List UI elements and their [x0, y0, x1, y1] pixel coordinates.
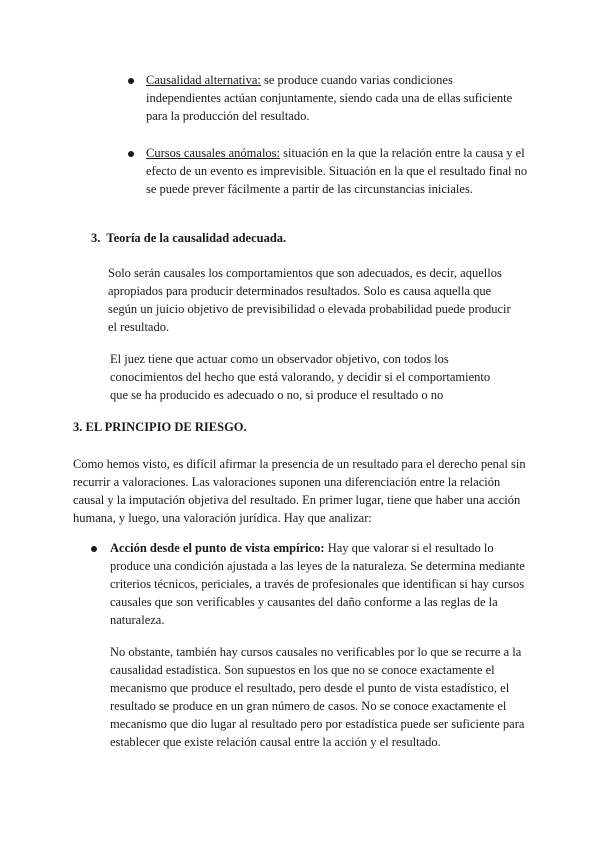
text-causalidad-alternativa: se produce cuando varias condiciones independientes actúan conjuntamente, siendo cada una de ellas suficiente para la producción del resultado. [146, 73, 513, 123]
subheading-teoria-causalidad [91, 229, 286, 247]
bullet-dot [128, 151, 134, 157]
term-cursos-anomalos: Cursos causales anómalos: [146, 146, 281, 160]
subheading-text: Teoría de la causalidad adecuada. [106, 231, 287, 245]
term-accion-empirico: Acción desde el punto de vista empírico: [110, 541, 325, 555]
text-cursos-anomalos: situación en la que la relación entre la causa y el efecto de un evento es imprevisible. Situación en la que el resultado final no se puede prever fácilmente a partir de las circunstancias iniciales. [146, 146, 528, 196]
bullet-causalidad-alternativa [146, 71, 526, 125]
paragraph-causalidad-adecuada: Solo serán causales los comportamientos que son adecuados, es decir, aquellos apropiados para producir determinados resultados. Solo es causa aquella que según un juicio objetivo de previsibilidad o elevada probabilidad puede producir el resultado. [108, 266, 511, 334]
bullet-cursos-anomalos [146, 144, 531, 198]
bullet-dot [91, 546, 97, 552]
bullet-dot [128, 78, 134, 84]
term-causalidad-alternativa: Causalidad alternativa: [146, 73, 261, 87]
subheading-number: 3. [91, 231, 101, 245]
paragraph-juez: El juez tiene que actuar como un observador objetivo, con todos los conocimientos del hecho que está valorando, y decidir si el comportamiento que se ha producido es adecuado o no, si produce el resultado o no [110, 352, 491, 402]
section-heading-principio-riesgo: 3. EL PRINCIPIO DE RIESGO. [73, 420, 247, 434]
text-accion-empirico: Hay que valorar si el resultado lo produce una condición ajustada a las leyes de la naturaleza. Se determina mediante criterios técnicos, periciales, a través de profesionales que identifican si hay cursos causales que son verificables y causantes del daño conforme a las reglas de la naturaleza. [110, 541, 525, 627]
paragraph-intro-riesgo: Como hemos visto, es difícil afirmar la presencia de un resultado para el derecho penal sin recurrir a valoraciones. Las valoraciones suponen una diferenciación entre la relación causal y la imputación objetiva del resultado. En primer lugar, tiene que haber una acción humana, y luego, una valoración jurídica. Hay que analizar: [73, 457, 526, 525]
bullet-accion-empirico [110, 539, 530, 629]
paragraph-causalidad-estadistica: No obstante, también hay cursos causales no verificables por lo que se recurre a la causalidad estadística. Son supuestos en los que no se conoce exactamente el mecanismo que produce el resultado, pero desde el punto de vista estadístico, el resultado se produce en un gran número de casos. No se conoce exactamente el mecanismo que dio lugar al resultado pero por estadística puede ser suficiente para establecer que existe relación causal entre la acción y el resultado. [110, 645, 525, 749]
